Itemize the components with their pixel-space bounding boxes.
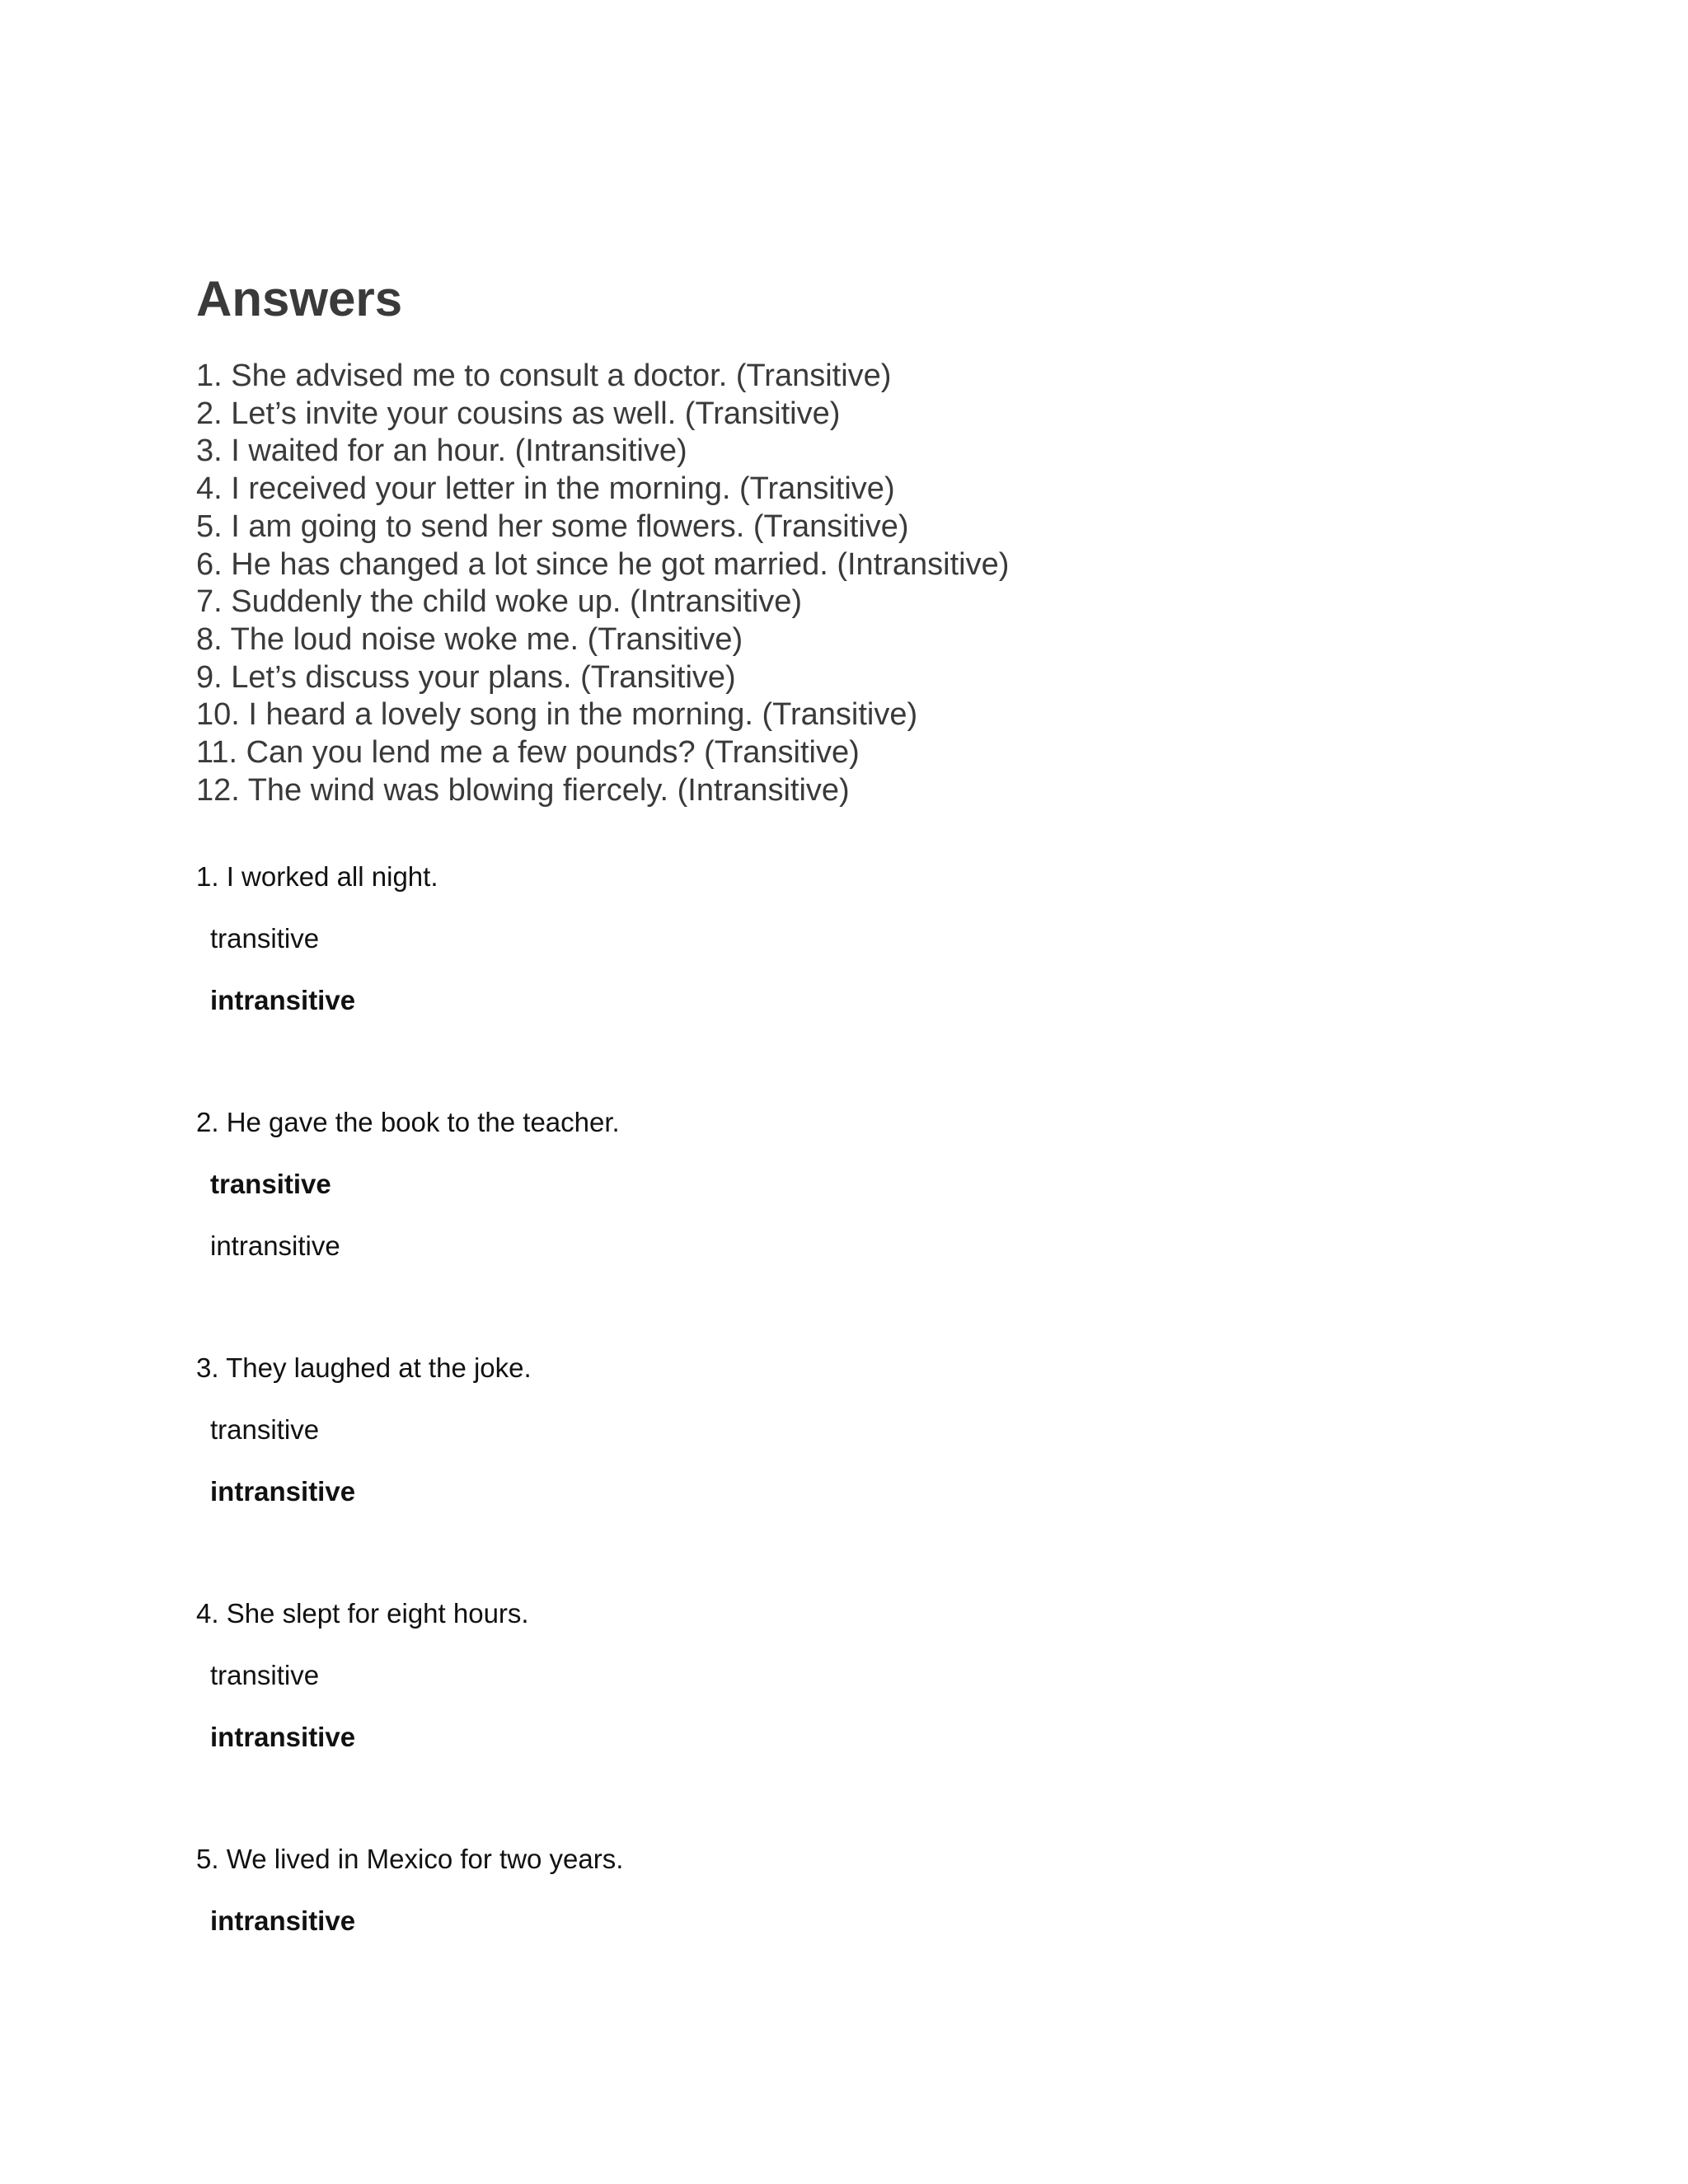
question-4 xyxy=(196,1597,529,1754)
answer-item: 4. I received your letter in the morning. (Transitive) xyxy=(196,471,895,507)
answer-item: 5. I am going to send her some flowers. (Transitive) xyxy=(196,509,909,544)
option-transitive[interactable]: transitive xyxy=(210,1414,320,1445)
answer-item: 1. She advised me to consult a doctor. (Transitive) xyxy=(196,359,892,393)
option-transitive[interactable]: transitive xyxy=(210,1660,320,1690)
answer-item: 10. I heard a lovely song in the morning. (Transitive) xyxy=(196,697,918,733)
answer-item: 6. He has changed a lot since he got married. (Intransitive) xyxy=(196,546,1010,582)
option-intransitive-selected[interactable]: intransitive xyxy=(210,1905,356,1936)
question-text: 3. They laughed at the joke. xyxy=(196,1352,532,1383)
answer-item: 2. Let’s invite your cousins as well. (Transitive) xyxy=(196,396,841,431)
answer-item: 9. Let’s discuss your plans. (Transitive) xyxy=(196,659,736,695)
option-intransitive[interactable]: intransitive xyxy=(210,1230,340,1261)
question-2 xyxy=(196,1106,620,1263)
answer-item: 8. The loud noise woke me. (Transitive) xyxy=(196,621,743,657)
answers-list xyxy=(196,358,1009,809)
question-text: 2. He gave the book to the teacher. xyxy=(196,1107,620,1137)
answer-item: 11. Can you lend me a few pounds? (Transitive) xyxy=(196,735,860,771)
question-3 xyxy=(196,1352,532,1508)
question-5 xyxy=(196,1843,623,1938)
option-transitive[interactable]: transitive xyxy=(210,923,320,954)
question-1 xyxy=(196,860,438,1017)
option-intransitive-selected[interactable]: intransitive xyxy=(210,1476,356,1507)
option-transitive-selected[interactable]: transitive xyxy=(210,1169,331,1199)
answer-item: 3. I waited for an hour. (Intransitive) xyxy=(196,434,687,469)
question-text: 1. I worked all night. xyxy=(196,861,438,892)
question-text: 5. We lived in Mexico for two years. xyxy=(196,1844,624,1874)
question-text: 4. She slept for eight hours. xyxy=(196,1598,529,1629)
answer-item: 12. The wind was blowing fiercely. (Intransitive) xyxy=(196,772,850,808)
page-title: Answers xyxy=(196,271,403,326)
option-intransitive-selected[interactable]: intransitive xyxy=(210,1722,356,1752)
answer-item: 7. Suddenly the child woke up. (Intransitive) xyxy=(196,584,803,620)
option-intransitive-selected[interactable]: intransitive xyxy=(210,985,356,1015)
